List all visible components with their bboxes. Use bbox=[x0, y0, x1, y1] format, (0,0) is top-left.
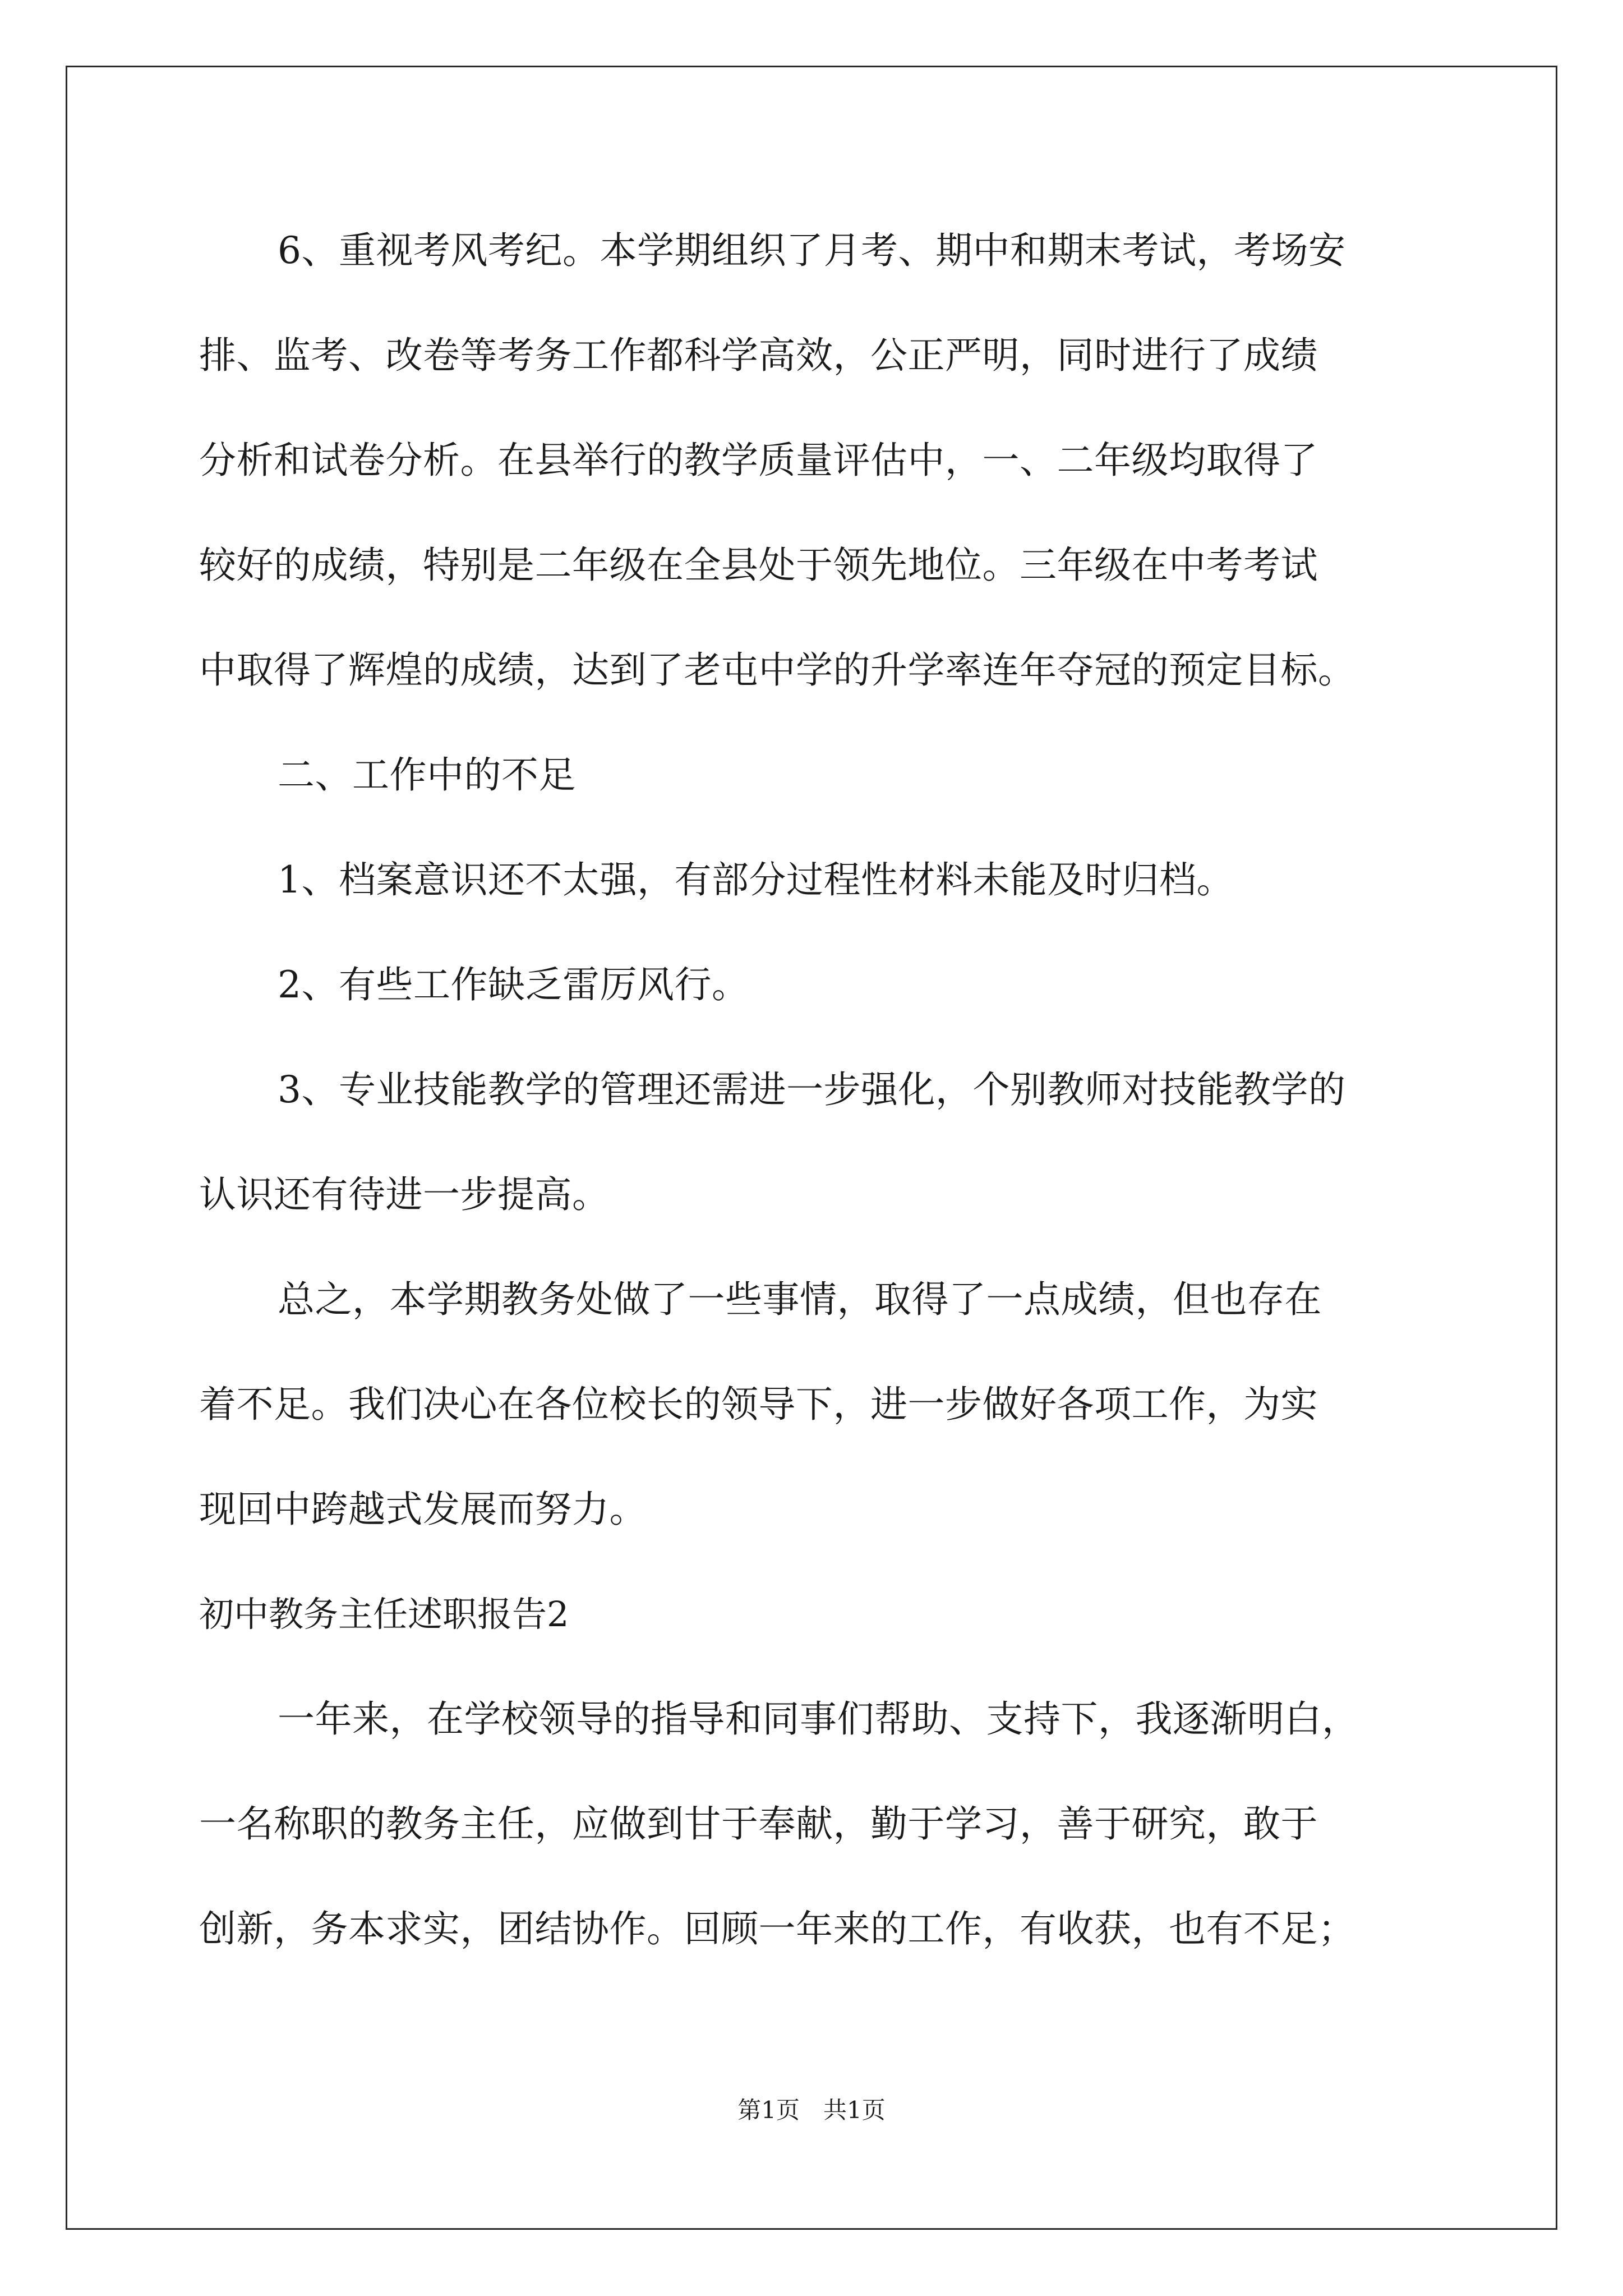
paragraph-line: 1、档案意识还不太强，有部分过程性材料未能及时归档。 bbox=[278, 858, 1234, 901]
paragraph-line: 较好的成绩，特别是二年级在全县处于领先地位。三年级在中考考试 bbox=[199, 544, 1318, 587]
paragraph-line: 着不足。我们决心在各位校长的领导下，进一步做好各项工作，为实 bbox=[199, 1383, 1318, 1426]
paragraph-line: 一名称职的教务主任，应做到甘于奉献，勤于学习，善于研究，敢于 bbox=[199, 1802, 1318, 1846]
paragraph-line: 2、有些工作缺乏雷厉风行。 bbox=[278, 963, 749, 1006]
paragraph-line: 6、重视考风考纪。本学期组织了月考、期中和期末考试，考场安 bbox=[278, 229, 1346, 272]
paragraph-line: 一年来，在学校领导的指导和同事们帮助、支持下，我逐渐明白， bbox=[278, 1697, 1359, 1741]
paragraph-line: 排、监考、改卷等考务工作都科学高效，公正严明，同时进行了成绩 bbox=[199, 334, 1318, 377]
paragraph-line: 分析和试卷分析。在县举行的教学质量评估中，一、二年级均取得了 bbox=[199, 439, 1318, 482]
section-heading: 二、工作中的不足 bbox=[278, 753, 576, 797]
paragraph-line: 中取得了辉煌的成绩，达到了老屯中学的升学率连年夺冠的预定目标。 bbox=[199, 648, 1355, 692]
report-title: 初中教务主任述职报告2 bbox=[199, 1594, 569, 1635]
paragraph-line: 现回中跨越式发展而努力。 bbox=[199, 1488, 647, 1531]
page-border bbox=[66, 66, 1557, 2230]
paragraph-line: 3、专业技能教学的管理还需进一步强化，个别教师对技能教学的 bbox=[278, 1068, 1346, 1111]
page-footer: 第1页 共1页 bbox=[737, 2096, 886, 2124]
paragraph-line: 总之，本学期教务处做了一些事情，取得了一点成绩，但也存在 bbox=[278, 1278, 1322, 1321]
paragraph-line: 认识还有待进一步提高。 bbox=[199, 1173, 610, 1216]
paragraph-line: 创新，务本求实，团结协作。回顾一年来的工作，有收获，也有不足； bbox=[199, 1907, 1355, 1950]
